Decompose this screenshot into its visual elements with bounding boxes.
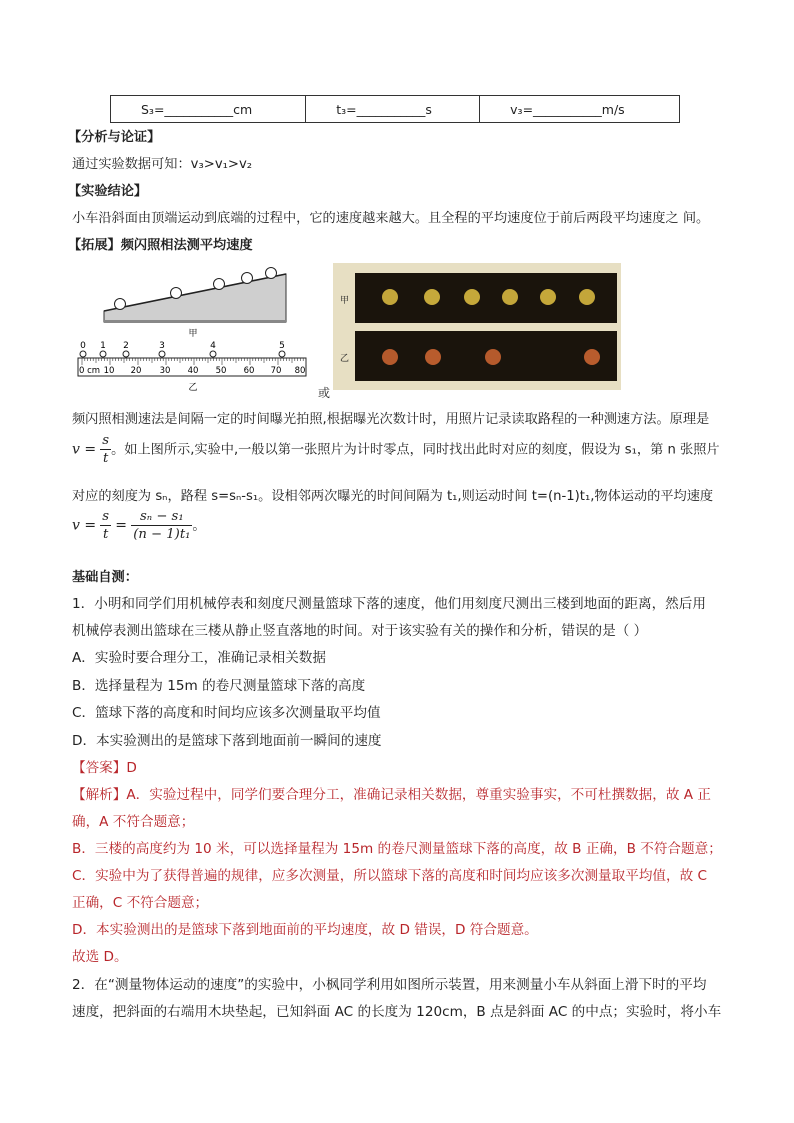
formula2-den1: t [103,527,109,542]
formula2-end: 。 [192,518,206,534]
photo-label-yi: 乙 [340,354,350,364]
formula2-num2: sₙ − s₁ [131,508,192,526]
option-a: A．实验时要合理分工，准确记录相关数据 [72,650,326,666]
choose-answer: 故选 D。 [72,949,128,965]
table-cell-s3: S₃=___________cm [111,96,306,123]
extension-heading: 【拓展】频闪照相法测平均速度 [68,238,253,253]
analysis-line-2: 确，A 不符合题意； [72,814,195,830]
mark-5: 5 [279,341,285,351]
mark-4: 4 [210,341,216,351]
ruler-num-0: 0 cm [79,366,101,376]
method-paragraph-3: 对应的刻度为 sₙ，路程 s=sₙ-s₁。设相邻两次曝光的时间间隔为 t₁,则运动时间 t=(n-1)t₁,物体运动的平均速度 [72,489,714,504]
mark-2: 2 [123,341,129,351]
photo-strip-jia [355,273,617,323]
ruler-num-10: 10 [103,366,115,376]
formula2-fraction-1 [100,508,111,543]
table-cell-t3: t₃=___________s [306,96,480,123]
ruler-num-60: 60 [243,366,255,376]
formula-row-1 [72,432,720,467]
analysis-line-3: B．三楼的高度约为 10 米，可以选择量程为 15m 的卷尺测量篮球下落的高度，故 B 正确，B 不符合题意； [72,841,722,857]
label-jia: 甲 [188,329,198,339]
q1-line-2: 机械停表测出篮球在三楼从静止竖直落地的时间。对于该实验有关的操作和分析，错误的是（ ） [72,623,648,639]
formula2-eq: = [115,517,128,534]
formula2-lhs: v = [72,517,97,534]
photo-label-jia: 甲 [340,296,350,306]
mark-1: 1 [100,341,106,351]
table-cell-v3: v₃=___________m/s [480,96,680,123]
ruler-num-40: 40 [187,366,199,376]
incline-ruler-figure [76,264,316,396]
ruler-num-30: 30 [159,366,171,376]
formula2-num1: s [102,509,110,524]
formula1-fraction [100,432,111,467]
mark-3: 3 [159,341,165,351]
ball-3 [214,279,225,290]
ball-4 [242,273,253,284]
formula2-fraction-2 [131,508,192,543]
ruler-num-20: 20 [130,366,142,376]
data-table [110,95,680,123]
q2-line-2: 速度，把斜面的右端用木块垫起，已知斜面 AC 的长度为 120cm，B 点是斜面 AC 的中点；实验时，将小车 [72,1004,722,1020]
ruler-num-50: 50 [215,366,227,376]
analysis-text: 通过实验数据可知：v₃>v₁>v₂ [72,157,253,172]
analysis-line-4: C．实验中为了获得普遍的规律，应多次测量，所以篮球下落的高度和时间均应该多次测量取平均值，故 C [72,868,708,884]
ball-1 [115,299,126,310]
analysis-line-5: 正确，C 不符合题意； [72,895,209,911]
option-b: B．选择量程为 15m 的卷尺测量篮球下落的高度 [72,678,366,694]
answer: 【答案】D [72,760,137,776]
q1-line-1: 1．小明和同学们用机械停表和刻度尺测量篮球下落的速度，他们用刻度尺测出三楼到地面的距离，然后用 [72,596,706,612]
method-paragraph-2: 。如上图所示,实验中,一般以第一张照片为计时零点，同时找出此时对应的刻度，假设为 s₁，第 n 张照片 [111,442,720,458]
label-yi: 乙 [188,383,198,393]
ruler-num-80: 80 [294,366,306,376]
photo-strip-yi [355,331,617,381]
ruler-num-70: 70 [270,366,282,376]
analysis-line-6: D．本实验测出的是篮球下落到地面前的平均速度，故 D 错误，D 符合题意。 [72,922,538,938]
conclusion-heading: 【实验结论】 [68,184,148,199]
option-d: D．本实验测出的是篮球下落到地面前一瞬间的速度 [72,733,382,749]
method-paragraph-1: 频闪照相测速法是间隔一定的时间曝光拍照,根据曝光次数计时，用照片记录读取路程的一种测速方法。原理是 [72,412,710,427]
formula1-lhs: v = [72,441,97,458]
or-text: 或 [318,386,331,400]
q2-line-1: 2．在“测量物体运动的速度”的实验中，小枫同学利用如图所示装置，用来测量小车从斜面上滑下时的平均 [72,977,707,993]
formula1-num: s [102,433,110,448]
basic-test-heading: 基础自测： [72,570,138,585]
incline-diagram [104,268,286,340]
strobe-photo [333,263,621,390]
ball-2 [171,288,182,299]
formula1-den: t [103,451,109,466]
ruler-diagram [78,341,306,393]
table-row [111,96,680,123]
analysis-heading: 【分析与论证】 [68,130,161,145]
conclusion-text: 小车沿斜面由顶端运动到底端的过程中，它的速度越来越大。且全程的平均速度位于前后两段平均速度之 间。 [72,211,710,226]
ball-5 [266,268,277,279]
mark-0: 0 [80,341,86,351]
option-c: C．篮球下落的高度和时间均应该多次测量取平均值 [72,705,381,721]
formula-row-2 [72,508,206,543]
analysis-line-1: 【解析】A．实验过程中，同学们要合理分工，准确记录相关数据，尊重实验事实，不可杜撰数据，故 A 正 [72,787,711,803]
formula2-den2: (n − 1)t₁ [133,527,191,542]
